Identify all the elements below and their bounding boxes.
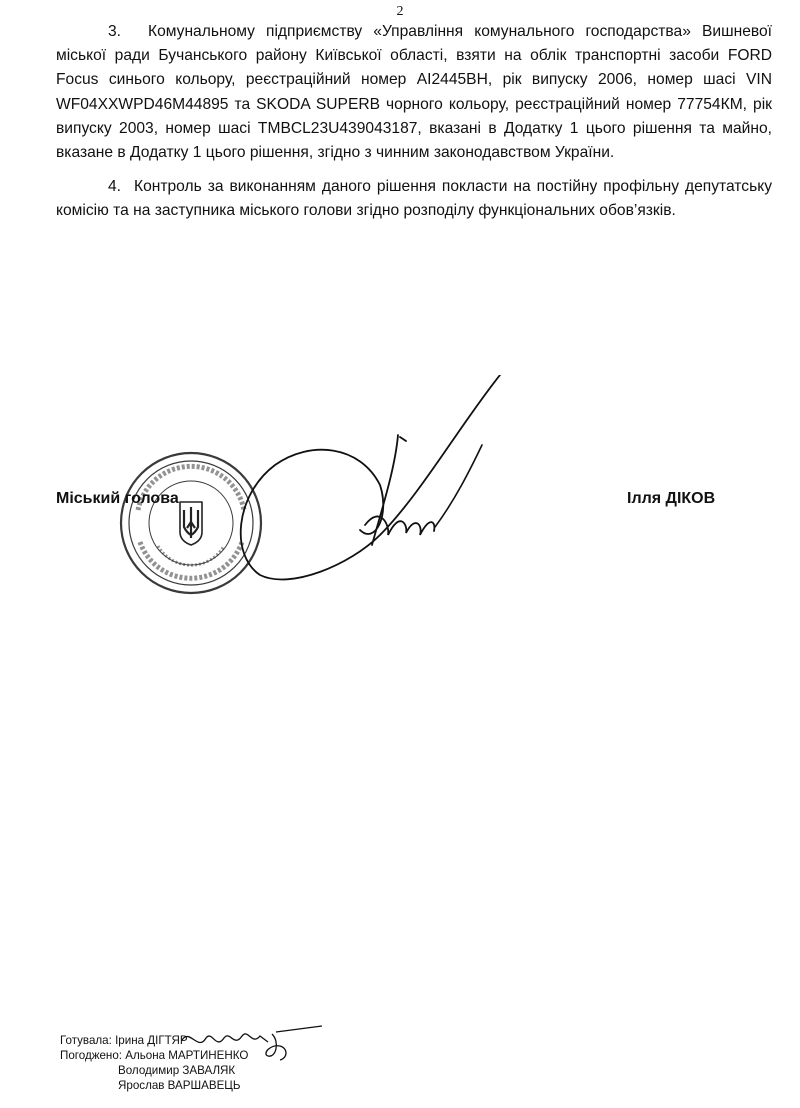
prepared-by: Готувала: Ірина ДІГТЯР xyxy=(60,1034,188,1047)
agreed-by-2: Володимир ЗАВАЛЯК xyxy=(118,1064,236,1077)
paragraph-text: Контроль за виконанням даного рішення покласти на постійну профільну депутатську комісію та на заступника міського голови згідно розподілу функціональних обов’язків. xyxy=(56,178,772,220)
trident-icon xyxy=(180,502,202,545)
signatory-title: Міський голова xyxy=(56,490,179,507)
mayor-signature xyxy=(230,375,540,605)
agreed-by-3: Ярослав ВАРШАВЕЦЬ xyxy=(118,1079,241,1092)
paragraph-number: 4. xyxy=(108,178,122,196)
paragraph-4 xyxy=(56,175,772,223)
initials-signature xyxy=(176,1024,326,1064)
paragraph-number: 3. xyxy=(108,23,122,40)
paragraph-text: Комунальному підприємству «Управління комунального господарства» Вишневої міської ради Бучанського району Київської області, взяти на облік транспортні засоби FORD Focus синього кольору, реєстраційний номер АІ2445ВН, рік випуску 2006, номер шасі VIN WF04XXWPD46M44895 та SKODA SUPERB чорного кольору, реєстраційний номер 77754КМ, рік випуску 2003, номер шасі TMBCL23U439043187, вказані в Додатку 1 цього рішення та майно, вказане в Додатку 1 цього рішення, згідно з чинним законодавством України. xyxy=(56,23,772,162)
signatory-name: Ілля ДІКОВ xyxy=(627,490,716,507)
agreed-by: Погоджено: Альона МАРТИНЕНКО xyxy=(60,1049,249,1062)
decision-text xyxy=(56,20,772,224)
paragraph-3 xyxy=(56,20,772,165)
page-number: 2 xyxy=(396,4,404,19)
